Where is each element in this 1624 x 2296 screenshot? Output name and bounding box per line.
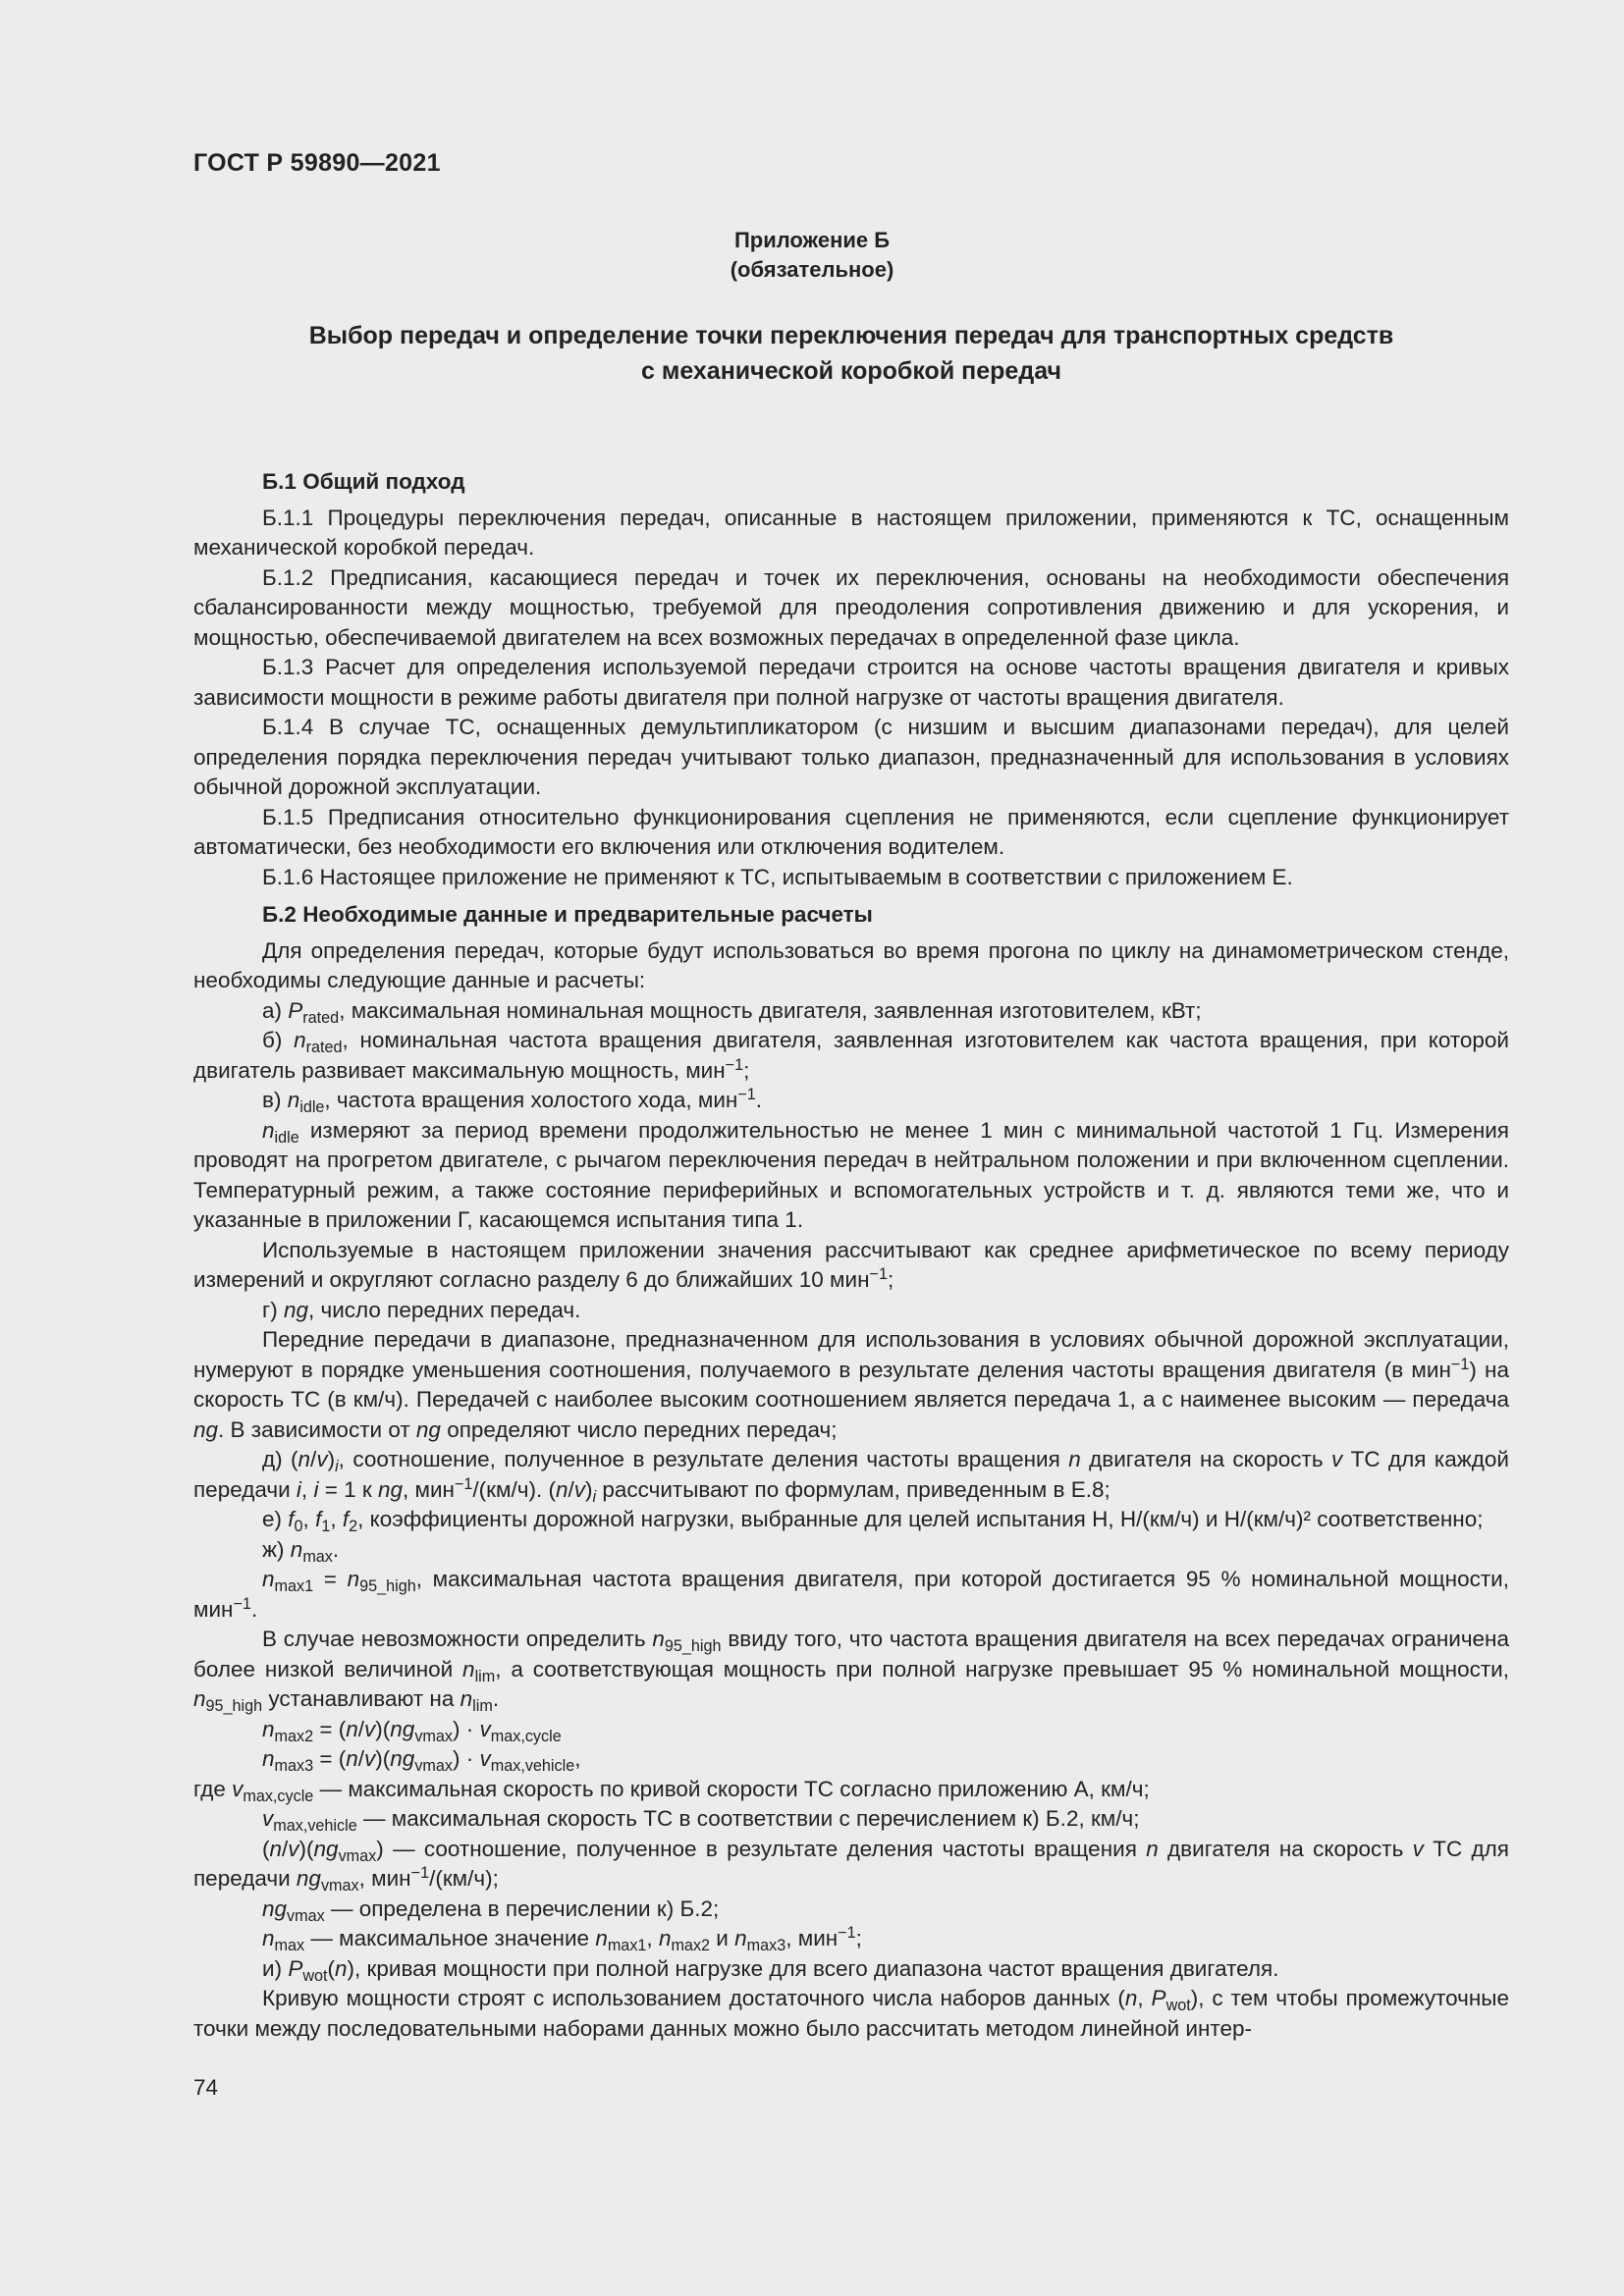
title-line-2: с механической коробкой передач	[640, 357, 1061, 385]
paragraph-b1-1: Б.1.1 Процедуры переключения передач, описанные в настоящем приложении, применяются к ТС, оснащенным механической коробкой передач.	[193, 505, 1509, 560]
section-heading-b1: Б.1 Общий подход	[262, 469, 465, 494]
definition-vmax-cycle: где $v_{max,cycle}$ — максимальная скорость по кривой скорости ТС согласно приложению А, км/ч;	[193, 1776, 1150, 1805]
title-line-1: Выбор передач и определение точки переключения передач для транспортных средств	[308, 322, 1394, 349]
list-item-b: б) $n_{rated}$, номинальная частота вращения двигателя, заявленная изготовителем как частота вращения, при которой двигатель развивает максимальную мощность, мин$^{-1}$;	[193, 1028, 1509, 1083]
formula-nmax3: $n_{max3} = (n/v)(ng_{vmax}) \cdot v_{max,vehicle}$,	[262, 1746, 581, 1776]
definition-vmax-vehicle: $v_{max,vehicle}$ — максимальная скорость ТС в соответствии с перечислением к) Б.2, км/ч;	[262, 1806, 1140, 1836]
list-item-i: и) $P_{wot}(n)$, кривая мощности при полной нагрузке для всего диапазона частот вращения двигателя.	[262, 1955, 1279, 1985]
paragraph-impossibility: В случае невозможности определить $n_{95\_high}$ ввиду того, что частота вращения двигателя на всех передачах ограничена более низкой величиной $n_{lim}$, а соответствующая мощность при полной нагрузке превышает 95 % номинальной мощности, $n_{95\_high}$ устанавливают на $n_{lim}$.	[193, 1627, 1509, 1716]
list-item-e: е) $f_0$, $f_1$, $f_2$, коэффициенты дорожной нагрузки, выбранные для целей испытания Н, Н/(км/ч) и Н/(км/ч)² соответственно;	[262, 1507, 1484, 1536]
paragraph-b1-6: Б.1.6 Настоящее приложение не применяют к ТС, испытываемым в соответствии с приложением Е.	[262, 864, 1293, 889]
list-item-g: г) ng, число передних передач.	[262, 1297, 581, 1322]
paragraph-forward-gears: Передние передачи в диапазоне, предназначенном для использования в условиях обычной дорожной эксплуатации, нумеруют в порядке уменьшения соотношения, получаемого в результате деления частоты вращения двигателя (в мин$^{-1}$) на скорость ТС (в км/ч). Передачей с наиболее высоким соотношением является передача 1, а с наименее высоким — передача ng. В зависимости от ng определяют число передних передач;	[193, 1327, 1509, 1442]
definition-nmax: $n_{max}$ — максимальное значение $n_{max1}$, $n_{max2}$ и $n_{max3}$, мин$^{-1}$;	[262, 1923, 862, 1955]
appendix-title	[193, 318, 1509, 389]
appendix-status: (обязательное)	[730, 257, 894, 282]
formula-nmax2: $n_{max2} = (n/v)(ng_{vmax}) \cdot v_{max,cycle}$	[262, 1716, 562, 1745]
section-heading-b2: Б.2 Необходимые данные и предварительные расчеты	[262, 902, 873, 927]
list-item-d: д) $(n/v)_i$, соотношение, полученное в результате деления частоты вращения n двигателя на скорость v ТС для каждой передачи i, i = 1 к ng, мин$^{-1}$/(км/ч). $(n/v)_i$ рассчитывают по формулам, приведенным в Е.8;	[193, 1447, 1509, 1506]
document-body	[193, 467, 1509, 2044]
list-item-v: в) $n_{idle}$, частота вращения холостого хода, мин$^{-1}$.	[262, 1085, 763, 1117]
list-item-a: а) $P_{rated}$, максимальная номинальная мощность двигателя, заявленная изготовителем, кВт;	[262, 997, 1202, 1027]
paragraph-b1-5: Б.1.5 Предписания относительно функционирования сцепления не применяются, если сцепление функционирует автоматически, без необходимости его включения или отключения водителем.	[193, 804, 1509, 859]
paragraph-b1-2: Б.1.2 Предписания, касающиеся передач и точек их переключения, основаны на необходимости обеспечения сбалансированности между мощностью, требуемой для преодоления сопротивления движению и для ускорения, и мощностью, обеспечиваемой двигателем на всех возможных передачах в определенной фазе цикла.	[193, 564, 1509, 650]
definition-ratio: $(n/v)(ng_{vmax})$ — соотношение, полученное в результате деления частоты вращения n двигателя на скорость v ТС для передачи $ng_{vmax}$, мин$^{-1}$/(км/ч);	[193, 1836, 1509, 1896]
appendix-label: Приложение Б	[733, 228, 891, 252]
page-number: 74	[193, 2075, 219, 2100]
paragraph-values: Используемые в настоящем приложении значения рассчитывают как среднее арифметическое по всему периоду измерений и округляют согласно разделу 6 до ближайших 10 мин$^{-1}$;	[193, 1237, 1509, 1292]
paragraph-idle-measure: $n_{idle}$ измеряют за период времени продолжительностью не менее 1 мин с минимальной частотой 1 Гц. Измерения проводят на прогретом двигателе, с рычагом переключения передач в нейтральном положении и при включенном сцеплении. Температурный режим, а также состояние периферийных и вспомогательных устройств и т. д. являются теми же, что и указанные в приложении Г, касающемся испытания типа 1.	[193, 1117, 1509, 1232]
definition-ngvmax: $ng_{vmax}$ — определена в перечислении к) Б.2;	[262, 1896, 720, 1925]
paragraph-b1-3: Б.1.3 Расчет для определения используемой передачи строится на основе частоты вращения двигателя и кривых зависимости мощности в режиме работы двигателя при полной нагрузке от частоты вращения двигателя.	[193, 655, 1509, 710]
document-id: ГОСТ Р 59890—2021	[193, 149, 441, 177]
list-item-zh: ж) $n_{max}$.	[262, 1536, 340, 1566]
paragraph-nmax1: $n_{max1} = n_{95\_high}$, максимальная частота вращения двигателя, при которой достигается 95 % номинальной мощности, мин$^{-1}$.	[193, 1567, 1509, 1622]
paragraph-b2-intro: Для определения передач, которые будут использоваться во время прогона по циклу на динамометрическом стенде, необходимы следующие данные и расчеты:	[193, 937, 1509, 992]
paragraph-power-curve: Кривую мощности строят с использованием достаточного числа наборов данных (n, $P_{wot}$), с тем чтобы промежуточные точки между последовательными наборами данных можно было рассчитать методом линейной интер-	[193, 1986, 1509, 2041]
paragraph-b1-4: Б.1.4 В случае ТС, оснащенных демультипликатором (с низшим и высшим диапазонами передач), для целей определения порядка переключения передач учитывают только диапазон, предназначенный для использования в условиях обычной дорожной эксплуатации.	[193, 715, 1509, 799]
